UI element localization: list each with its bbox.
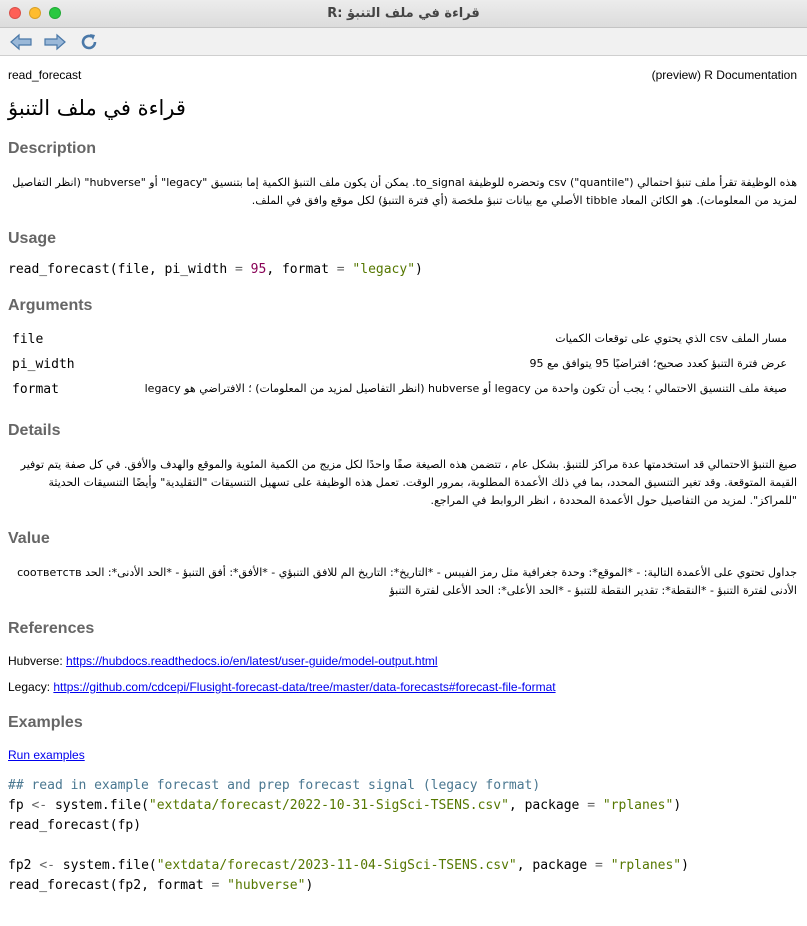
section-examples: Examples bbox=[8, 714, 83, 731]
run-examples-link[interactable]: Run examples bbox=[8, 748, 85, 762]
section-usage: Usage bbox=[8, 230, 57, 247]
usage-code: read_forecast(file, pi_width = 95, format = "legacy") bbox=[8, 262, 423, 277]
refresh-button[interactable] bbox=[74, 31, 104, 53]
arg-name: pi_width bbox=[12, 357, 75, 372]
arg-desc: صيغة ملف التنسيق الاحتمالي ؛ يجب أن تكون واحدة من legacy أو hubverse (انظر التفاصيل لمزيد من المعلومات) ؛ الافتراضي هو legacy bbox=[144, 382, 787, 395]
arg-name: format bbox=[12, 382, 59, 397]
back-arrow-icon bbox=[9, 33, 33, 51]
section-details: Details bbox=[8, 422, 61, 439]
value-text: соответств جداول تحتوي على الأعمدة التالية: - *الموقع*: وحدة جغرافية مثل رمز الفيبس - *التاريخ*: التاريخ الم للافق التنبؤي - *الأفق*: أفق التنبؤ - *الحد الأدنى*: الحد الأدنى لفترة التنبؤ - *النقطة*: تقدير النقطة للتنبؤ - *الحد الأعلى*: الحد الأعلى لفترة التنبؤ bbox=[17, 566, 797, 597]
back-button[interactable] bbox=[6, 31, 36, 53]
table-row bbox=[8, 327, 797, 352]
section-description: Description bbox=[8, 140, 97, 157]
forward-button[interactable] bbox=[40, 31, 70, 53]
legacy-link[interactable]: https://github.com/cdcepi/Flusight-forecast-data/tree/master/data-forecasts#forecast-file-format bbox=[53, 680, 556, 694]
references-list bbox=[8, 654, 797, 694]
topic-name: read_forecast bbox=[8, 68, 82, 82]
reference-item: Legacy: https://github.com/cdcepi/Flusight-forecast-data/tree/master/data-forecasts#forecast-file-format bbox=[8, 680, 556, 694]
table-row bbox=[8, 352, 797, 377]
arg-desc: مسار الملف csv الذي يحتوي على توقعات الكميات bbox=[555, 332, 787, 345]
section-arguments: Arguments bbox=[8, 297, 93, 314]
reference-item: Hubverse: https://hubdocs.readthedocs.io/en/latest/user-guide/model-output.html bbox=[8, 654, 438, 668]
description-text: هذه الوظيفة تقرأ ملف تنبؤ احتمالي ("quantile") csv وتحضره للوظيفة to_signal. يمكن أن يكون ملف التنبؤ الكمية إما بتنسيق "legacy" أو "hubverse" (انظر التفاصيل لمزيد من المعلومات). هو الكائن المعاد tibble الأصلي مع بيانات تنبؤ ملخصة (أي فترة التنبؤ) لكل موقع وافق في الملف. bbox=[12, 176, 797, 207]
hubverse-link[interactable]: https://hubdocs.readthedocs.io/en/latest/user-guide/model-output.html bbox=[66, 654, 438, 668]
arg-desc: عرض فترة التنبؤ كعدد صحيح؛ افتراضيًا 95 يتوافق مع 95 bbox=[529, 357, 787, 370]
doc-header bbox=[8, 68, 797, 82]
toolbar bbox=[0, 28, 807, 56]
section-value: Value bbox=[8, 530, 50, 547]
refresh-icon bbox=[79, 32, 99, 52]
window-title: R: قراءة في ملف التنبؤ bbox=[327, 6, 480, 21]
section-references: References bbox=[8, 620, 95, 637]
doc-content bbox=[0, 68, 807, 896]
title-bar bbox=[0, 0, 807, 28]
arg-name: file bbox=[12, 332, 44, 347]
arguments-table bbox=[8, 327, 797, 402]
details-text: صيغ التنبؤ الاحتمالي قد استخدمتها عدة مراكز للتنبؤ. بشكل عام ، تتضمن هذه الصيغة صفًا واحدًا لكل مزيج من الكمية المئوية والموقع والهدف والأفق. في كل صفة يتم توفير القيمة المتوقعة. وقد تغير التنسيق المحدد، بما في ذلك الأعمدة المطلوبة، بمرور الوقت. تعمل هذه الوظيفة على تسهيل التنسيقات "التقليدية" وأيضًا التنسيقات الحديثة "للمراكز". لمزيد من التفاصيل حول الأعمدة المحددة ، انظر الروابط في المراجع. bbox=[20, 458, 797, 507]
table-row bbox=[8, 377, 797, 402]
doc-source: (preview) R Documentation bbox=[651, 68, 797, 82]
examples-code: ## read in example forecast and prep forecast signal (legacy format) fp <- system.file("extdata/forecast/2022-10-31-SigSci-TSENS.csv", package = "rplanes") read_forecast(fp) fp2 <- system.file("extdata/forecast/2023-11-04-SigSci-TSENS.csv", package = "rplanes") read_forecast(fp2, format = "hubverse") bbox=[8, 778, 689, 893]
page-title: قراءة في ملف التنبؤ bbox=[8, 96, 186, 120]
forward-arrow-icon bbox=[43, 33, 67, 51]
